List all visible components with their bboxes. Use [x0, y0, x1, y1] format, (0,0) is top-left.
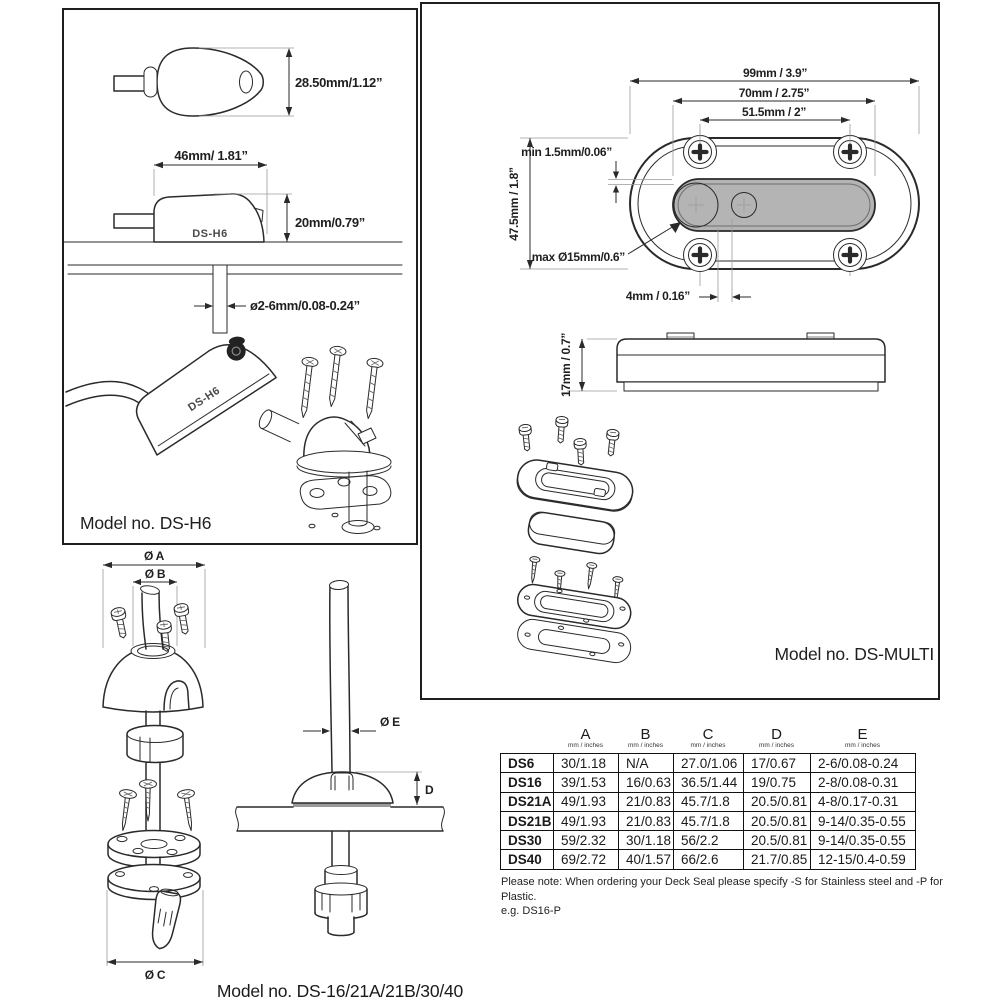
dsh6-model-label: Model no. DS-H6: [80, 513, 212, 533]
cell: 36.5/1.44: [674, 773, 744, 792]
dsh6-top-view: [114, 48, 382, 116]
cell: 20.5/0.81: [744, 793, 811, 812]
column-header-d: D mm / inches: [758, 726, 795, 749]
cell: 27.0/1.06: [674, 754, 744, 773]
cell: 30/1.18: [619, 831, 674, 850]
cell: 69/2.72: [554, 850, 619, 869]
cell: 4-8/0.17-0.31: [811, 793, 916, 812]
row-label: DS40: [501, 850, 554, 869]
row-label: DS21B: [501, 812, 554, 831]
column-header-b: B mm / inches: [627, 726, 664, 749]
cell: 2-8/0.08-0.31: [811, 773, 916, 792]
spec-table-grid: [500, 753, 916, 870]
cell: 59/2.32: [554, 831, 619, 850]
cell: 20.5/0.81: [744, 812, 811, 831]
phillips-screw-icon: [834, 239, 867, 272]
cell: 66/2.6: [674, 850, 744, 869]
dsrange-model-label: Model no. DS-16/21A/21B/30/40: [216, 981, 464, 1000]
screw-icon: [140, 780, 157, 821]
dsmulti-dim-overall-width: 99mm / 3.9”: [742, 66, 808, 80]
dsmulti-model-label: Model no. DS-MULTI: [774, 644, 934, 664]
screw-icon: [173, 603, 192, 636]
dsh6-exploded-view: [66, 328, 391, 534]
column-header-e: E mm / inches: [844, 726, 881, 749]
screw-icon: [360, 358, 383, 420]
dsmulti-side-view: [559, 333, 885, 397]
dsrange-lower-flange: [108, 865, 200, 900]
cell: 49/1.93: [554, 793, 619, 812]
screw-icon: [177, 789, 200, 832]
dsh6-dim-cable: ø2-6mm/0.08-0.24”: [250, 298, 360, 313]
cell: 45.7/1.8: [674, 812, 744, 831]
dsmulti-dim-profile-height: 17mm / 0.7”: [559, 332, 573, 398]
screw-icon: [114, 789, 137, 832]
spec-table-header: [500, 727, 916, 753]
dsmulti-drawing: [422, 4, 938, 698]
dsrange-installed-view: [236, 580, 445, 936]
screw-icon: [527, 556, 540, 583]
screw-icon: [295, 357, 318, 419]
cell: 40/1.57: [619, 850, 674, 869]
cell: 9-14/0.35-0.55: [811, 831, 916, 850]
panel-dsh6: [62, 8, 418, 545]
cell: 56/2.2: [674, 831, 744, 850]
screw-icon: [574, 438, 587, 465]
screw-icon: [605, 429, 620, 457]
cell: 21.7/0.85: [744, 850, 811, 869]
dsrange-below-deck-nut: [315, 866, 367, 936]
cell: 12-15/0.4-0.59: [811, 850, 916, 869]
ordering-note-line2: e.g. DS16-P: [501, 905, 561, 917]
dsrange-exploded-view: [103, 549, 205, 982]
column-header-a: A mm / inches: [567, 726, 604, 749]
column-header-c: C mm / inches: [690, 726, 726, 749]
dsmulti-dim-slot-width: 70mm / 2.75”: [738, 86, 810, 100]
cell: 21/0.83: [619, 812, 674, 831]
dsh6-product-label-exploded: DS-H6: [186, 384, 223, 414]
cell: 19/0.75: [744, 773, 811, 792]
dsmulti-top-cover: [515, 457, 636, 514]
dsrange-dim-a: Ø A: [144, 549, 164, 563]
row-label: DS21A: [501, 793, 554, 812]
dsh6-swivel-base: [257, 408, 391, 533]
row-label: DS16: [501, 773, 554, 792]
screw-icon: [323, 346, 346, 408]
dsrange-drawing: [60, 548, 490, 984]
dsh6-cover: [124, 328, 276, 455]
dsh6-dim-side-height: 20mm/0.79”: [295, 215, 365, 230]
dsh6-product-label-side: DS-H6: [192, 228, 228, 240]
dsmulti-rubber-seal: [526, 510, 616, 555]
panel-dsmulti: [420, 2, 940, 700]
cell: 9-14/0.35-0.55: [811, 812, 916, 831]
dsh6-dim-side-width: 46mm/ 1.81”: [174, 148, 248, 163]
dsmulti-dim-min-clearance: min 1.5mm/0.06”: [521, 145, 612, 159]
cell: 16/0.63: [619, 773, 674, 792]
cell: 21/0.83: [619, 793, 674, 812]
ordering-note-line1: Please note: When ordering your Deck Seal please specify -S for Stainless steel and -P for Plastic.: [501, 876, 943, 903]
phillips-screw-icon: [684, 239, 717, 272]
spec-table: [500, 727, 916, 870]
cell: 30/1.18: [554, 754, 619, 773]
screw-icon: [554, 416, 568, 443]
cell: 49/1.93: [554, 812, 619, 831]
dsh6-dim-top-height: 28.50mm/1.12”: [295, 75, 383, 90]
dsrange-dim-c: Ø C: [144, 968, 166, 982]
dsh6-drawing: [64, 10, 416, 543]
dsmulti-exploded-view: [515, 416, 636, 665]
dsh6-deck-section: [68, 265, 402, 333]
screw-icon: [584, 562, 598, 589]
cell: N/A: [619, 754, 674, 773]
dsrange-dim-b: Ø B: [144, 567, 166, 581]
dsmulti-dim-max-cable: max Ø15mm/0.6”: [531, 250, 625, 264]
screw-icon: [110, 606, 130, 639]
screw-icon: [519, 424, 534, 452]
cell: 39/1.53: [554, 773, 619, 792]
dsmulti-dim-hole-gap: 4mm / 0.16”: [625, 289, 690, 303]
dsmulti-dim-overall-depth: 47.5mm / 1.8”: [507, 167, 521, 241]
ordering-note: [501, 875, 946, 919]
cell: 2-6/0.08-0.24: [811, 754, 916, 773]
cell: 17/0.67: [744, 754, 811, 773]
row-label: DS30: [501, 831, 554, 850]
row-label: DS6: [501, 754, 554, 773]
dsrange-dim-e: Ø E: [380, 715, 400, 729]
dsrange-upper-flange: [108, 831, 200, 868]
dsh6-side-view: [64, 148, 402, 242]
dsmulti-dim-hole-spacing: 51.5mm / 2”: [741, 105, 807, 119]
cell: 20.5/0.81: [744, 831, 811, 850]
dsrange-dim-d: D: [425, 783, 434, 797]
cell: 45.7/1.8: [674, 793, 744, 812]
